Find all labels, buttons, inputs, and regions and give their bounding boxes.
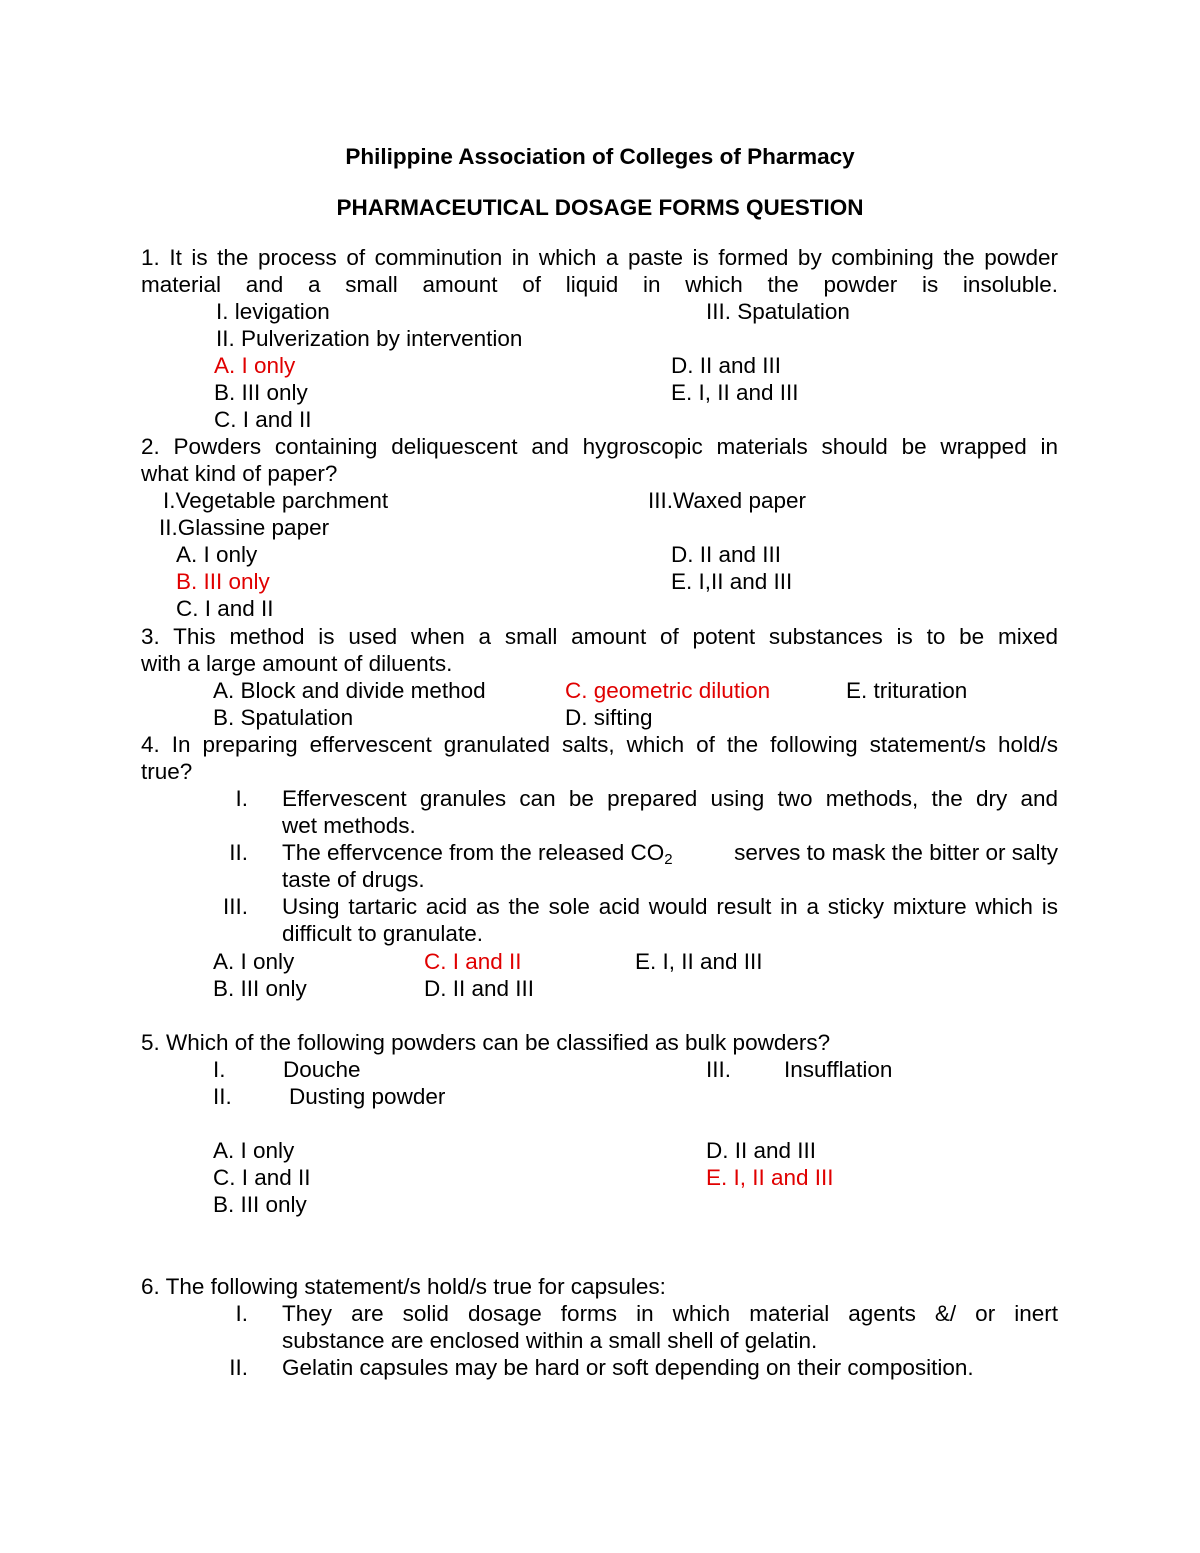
q2-item-1: I.Vegetable parchment bbox=[163, 488, 389, 513]
q2-item-2: II.Glassine paper bbox=[159, 515, 330, 540]
q1-choice-c: C. I and II bbox=[214, 407, 312, 432]
q4-choice-d: D. II and III bbox=[424, 976, 535, 1001]
page-title: PHARMACEUTICAL DOSAGE FORMS QUESTION bbox=[336, 195, 864, 220]
q6-item-1-line2: substance are enclosed within a small shell of gelatin. bbox=[282, 1328, 818, 1353]
q3-choice-e: E. trituration bbox=[846, 678, 968, 703]
q4-stem-line2: true? bbox=[141, 759, 193, 784]
q5-choice-a: A. I only bbox=[213, 1138, 295, 1163]
q4-item-1-num: I. bbox=[235, 786, 248, 811]
q2-stem-line1: 2. Powders containing deliquescent and hygroscopic materials should be wrapped in bbox=[141, 434, 1058, 459]
q2-choice-b-answer: B. III only bbox=[176, 569, 270, 594]
q4-item-3-line1: Using tartaric acid as the sole acid would result in a sticky mixture which is bbox=[282, 894, 1058, 919]
q2-stem-line2: what kind of paper? bbox=[141, 461, 338, 486]
q6-stem: 6. The following statement/s hold/s true for capsules: bbox=[141, 1274, 666, 1299]
q5-choice-e-answer: E. I, II and III bbox=[706, 1165, 834, 1190]
q4-item-2-text-a bbox=[282, 839, 673, 866]
q4-choice-a: A. I only bbox=[213, 949, 295, 974]
q4-item-2-line1 bbox=[282, 839, 1058, 866]
q3-choice-d: D. sifting bbox=[565, 705, 653, 730]
q1-choice-d: D. II and III bbox=[671, 353, 782, 378]
q6-item-2-line1: Gelatin capsules may be hard or soft depending on their composition. bbox=[282, 1355, 974, 1380]
q6-item-1-num: I. bbox=[235, 1301, 248, 1326]
q3-choice-c-answer: C. geometric dilution bbox=[565, 678, 771, 703]
q3-stem-line1: 3. This method is used when a small amount of potent substances is to be mixed bbox=[141, 624, 1058, 649]
q2-choice-d: D. II and III bbox=[671, 542, 782, 567]
q5-item-3-num: III. bbox=[706, 1057, 732, 1082]
q5-item-3-text: Insufflation bbox=[784, 1057, 893, 1082]
q4-item-2-text-a-content: The effervcence from the released CO bbox=[282, 840, 665, 865]
q5-choice-b: B. III only bbox=[213, 1192, 307, 1217]
q1-choice-b: B. III only bbox=[214, 380, 308, 405]
co2-subscript: 2 bbox=[664, 851, 673, 868]
q1-item-1: I. levigation bbox=[216, 299, 330, 324]
q3-stem-line2: with a large amount of diluents. bbox=[141, 651, 453, 676]
q2-choice-e: E. I,II and III bbox=[671, 569, 793, 594]
q4-choice-e: E. I, II and III bbox=[635, 949, 763, 974]
q1-item-3: III. Spatulation bbox=[706, 299, 850, 324]
q4-stem-line1: 4. In preparing effervescent granulated salts, which of the following statement/s hold/s bbox=[141, 732, 1058, 757]
q3-choice-a: A. Block and divide method bbox=[213, 678, 486, 703]
q6-item-2-num: II. bbox=[229, 1355, 248, 1380]
q4-item-1-line2: wet methods. bbox=[282, 813, 416, 838]
q4-choice-c-answer: C. I and II bbox=[424, 949, 522, 974]
q4-item-3-line2: difficult to granulate. bbox=[282, 921, 483, 946]
q4-choice-b: B. III only bbox=[213, 976, 307, 1001]
q5-item-1-text: Douche bbox=[283, 1057, 361, 1082]
org-title: Philippine Association of Colleges of Pharmacy bbox=[345, 144, 855, 169]
q4-item-2-line2: taste of drugs. bbox=[282, 867, 425, 892]
q2-choice-c: C. I and II bbox=[176, 596, 274, 621]
q5-stem: 5. Which of the following powders can be classified as bulk powders? bbox=[141, 1030, 831, 1055]
q5-choice-c: C. I and II bbox=[213, 1165, 311, 1190]
q4-item-2-text-b: serves to mask the bitter or salty bbox=[727, 840, 1058, 865]
q5-choice-d: D. II and III bbox=[706, 1138, 817, 1163]
q5-item-2-text: Dusting powder bbox=[289, 1084, 446, 1109]
q3-choice-b: B. Spatulation bbox=[213, 705, 354, 730]
q6-item-1-line1: They are solid dosage forms in which material agents &/ or inert bbox=[282, 1301, 1058, 1326]
q1-stem-line1: 1. It is the process of comminution in which a paste is formed by combining the powder bbox=[141, 245, 1058, 270]
q5-item-1-num: I. bbox=[213, 1057, 226, 1082]
q5-item-2-num: II. bbox=[213, 1084, 232, 1109]
q2-choice-a: A. I only bbox=[176, 542, 258, 567]
q1-stem-line2: material and a small amount of liquid in which the powder is insoluble. bbox=[141, 272, 1058, 297]
q1-choice-e: E. I, II and III bbox=[671, 380, 799, 405]
q2-item-3: III.Waxed paper bbox=[648, 488, 806, 513]
q1-item-2: II. Pulverization by intervention bbox=[216, 326, 523, 351]
q4-item-3-num: III. bbox=[222, 894, 248, 919]
q4-item-2-num: II. bbox=[229, 840, 248, 865]
q4-item-1-line1: Effervescent granules can be prepared using two methods, the dry and bbox=[282, 786, 1058, 811]
q1-choice-a-answer: A. I only bbox=[214, 353, 296, 378]
